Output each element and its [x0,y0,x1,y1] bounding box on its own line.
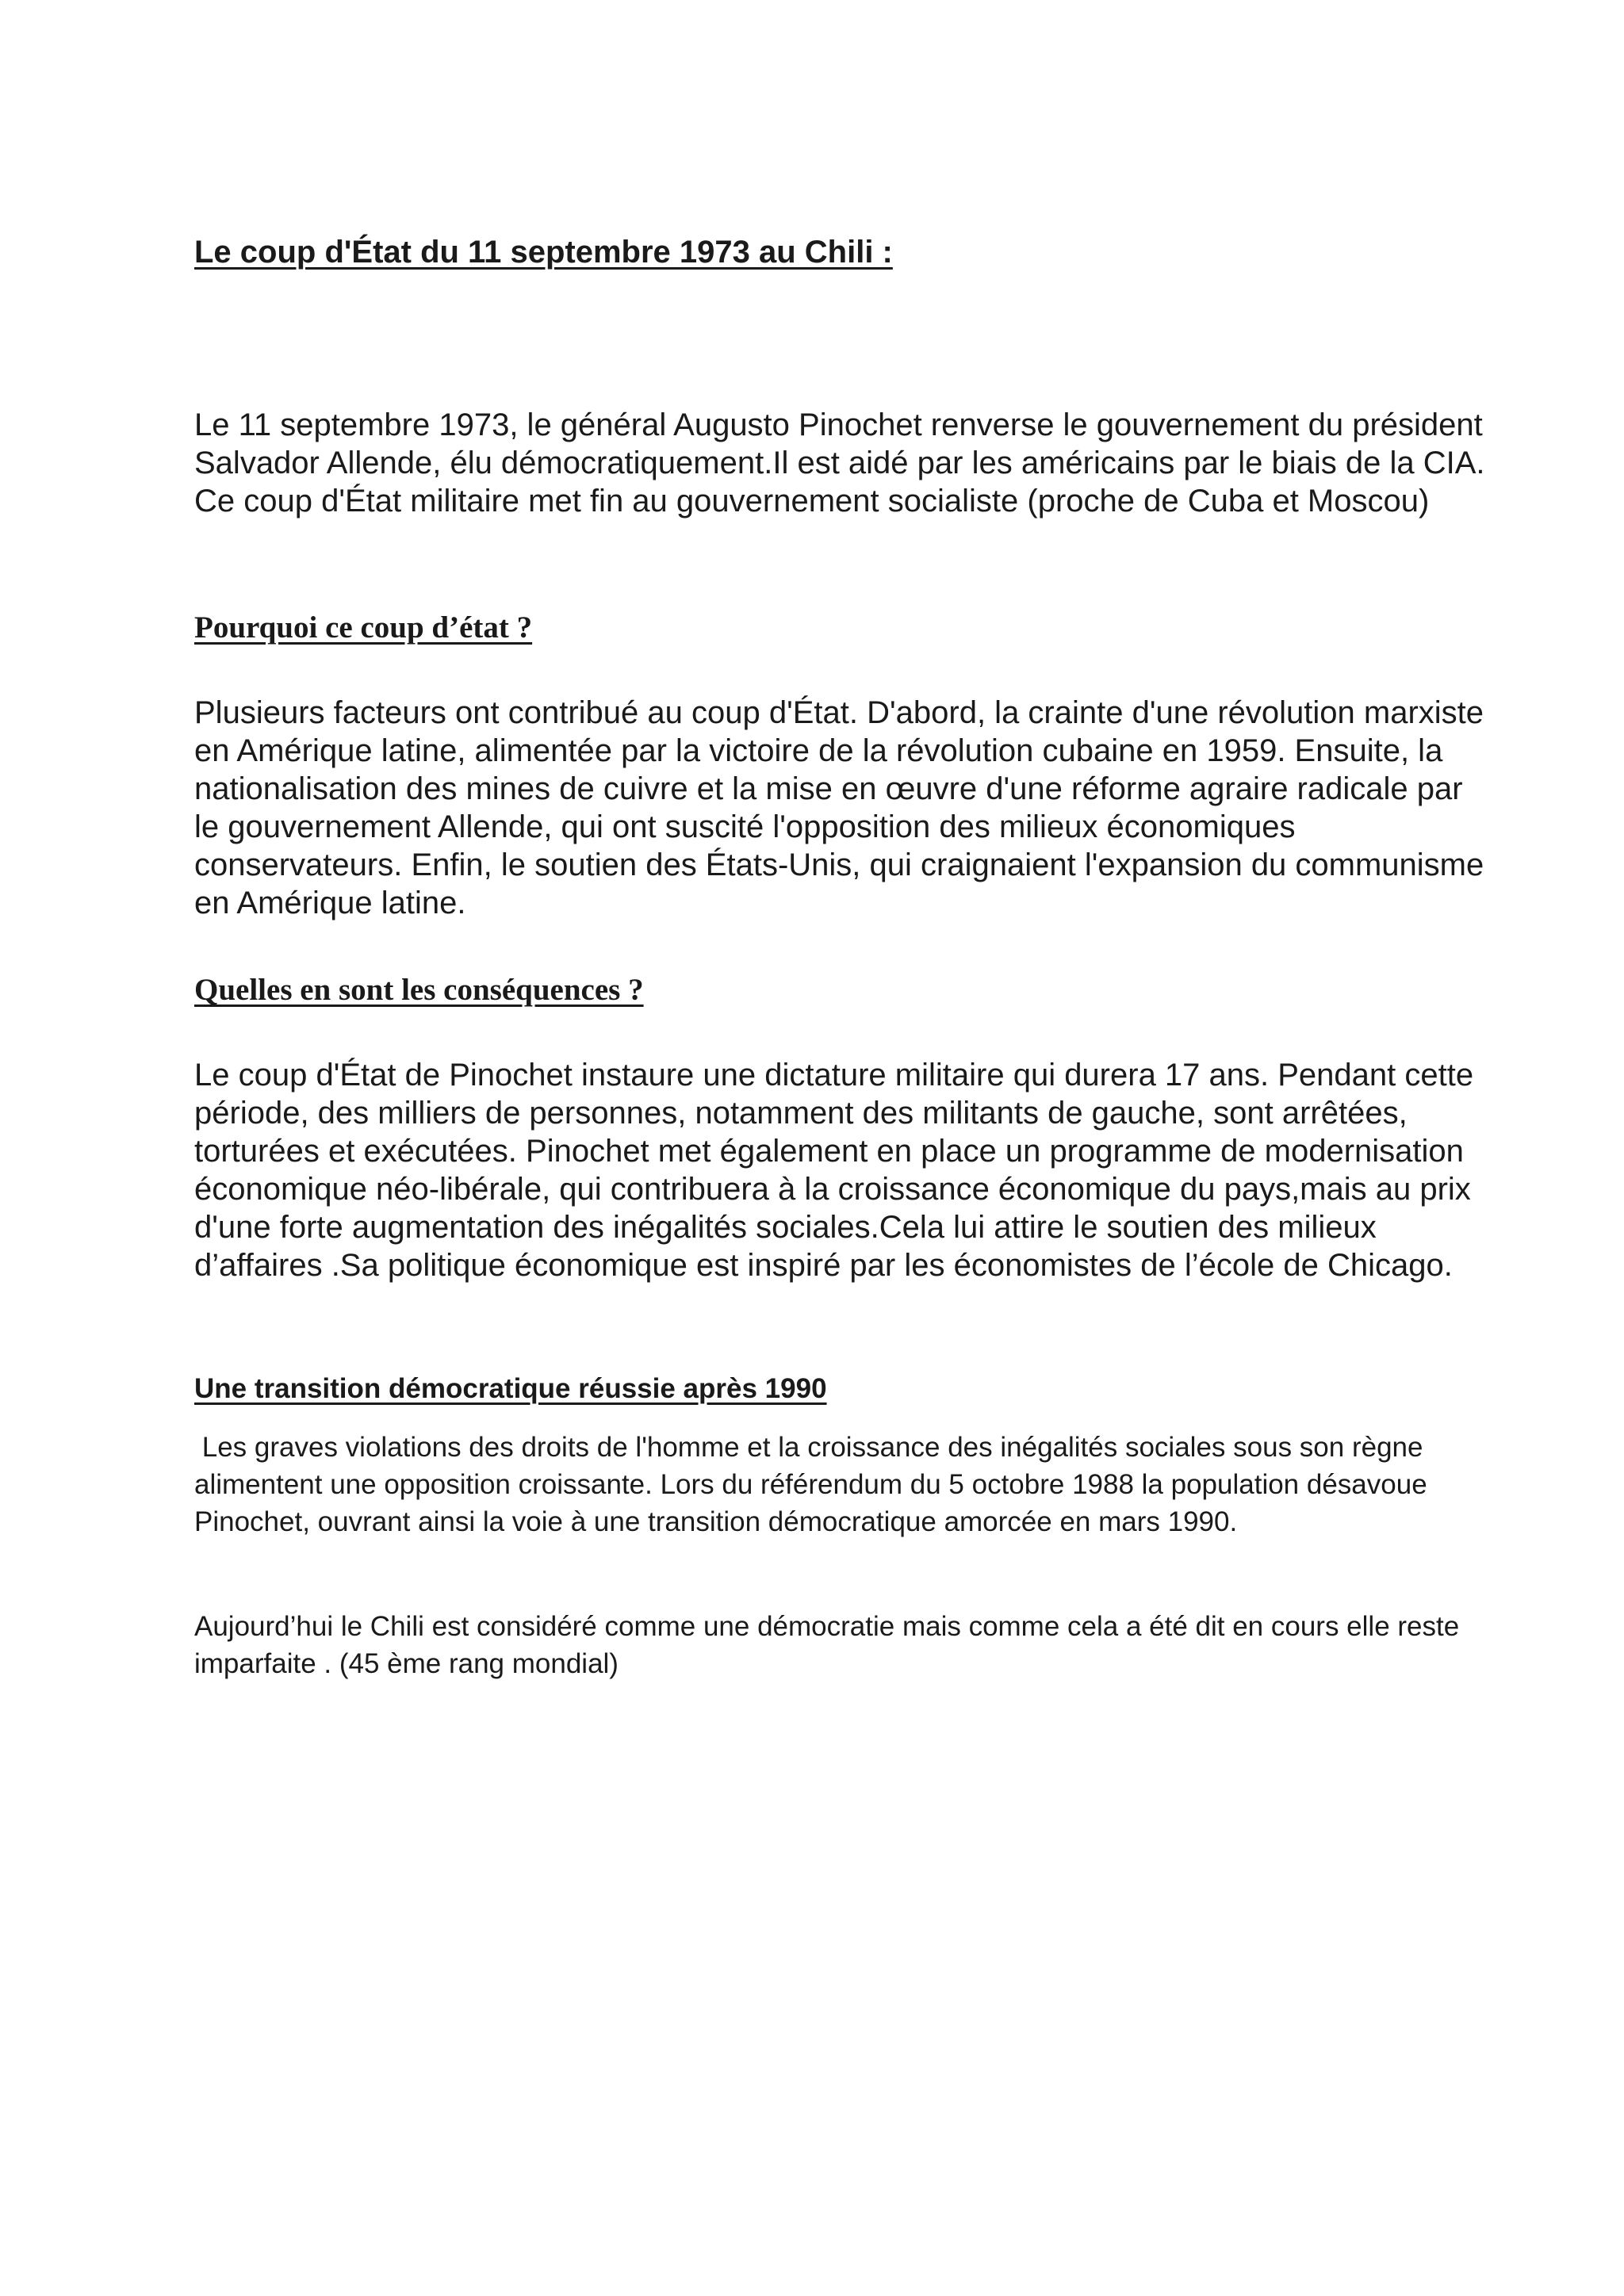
section-heading-transition: Une transition démocratique réussie après 1990 [194,1373,827,1404]
section-body-consequences: Le coup d'État de Pinochet instaure une dictature militaire qui durera 17 ans. Pendant cette période, des milliers de personnes, notamment des militants de gauche, sont arrêtées, torturées et exécutées. Pinochet met également en place un programme de modernisation économique néo-libérale, qui contribuera à la croissance économique du pays,mais au prix d'une forte augmentation des inégalités sociales.Cela lui attire le soutien des milieux d’affaires .Sa politique économique est inspiré par les économistes de l’école de Chicago. [194,1058,1474,1283]
section-body-today: Aujourd’hui le Chili est considéré comme une démocratie mais comme cela a été dit en cours elle reste imparfaite . (45 ème rang mondial) [194,1611,1460,1679]
section-body-transition: Les graves violations des droits de l'homme et la croissance des inégalités sociales sous son règne alimentent une opposition croissante. Lors du référendum du 5 octobre 1988 la population désavoue Pinochet, ouvrant ainsi la voie à une transition démocratique amorcée en mars 1990. [194,1432,1435,1537]
section-heading-why: Pourquoi ce coup d’état ? [194,610,533,645]
intro-paragraph: Le 11 septembre 1973, le général Augusto Pinochet renverse le gouvernement du président Salvador Allende, élu démocratiquement.Il est aidé par les américains par le biais de la CIA. Ce coup d'État militaire met fin au gouvernement socialiste (proche de Cuba et Moscou) [194,408,1485,519]
document-title: Le coup d'État du 11 septembre 1973 au Chili : [194,235,893,270]
section-body-why: Plusieurs facteurs ont contribué au coup d'État. D'abord, la crainte d'une révolution marxiste en Amérique latine, alimentée par la victoire de la révolution cubaine en 1959. Ensuite, la nationalisation des mines de cuivre et la mise en œuvre d'une réforme agraire radicale par le gouvernement Allende, qui ont suscité l'opposition des milieux économiques conservateurs. Enfin, le soutien des États-Unis, qui craignaient l'expansion du communisme en Amérique latine. [194,695,1484,920]
section-heading-consequences: Quelles en sont les conséquences ? [194,973,644,1007]
